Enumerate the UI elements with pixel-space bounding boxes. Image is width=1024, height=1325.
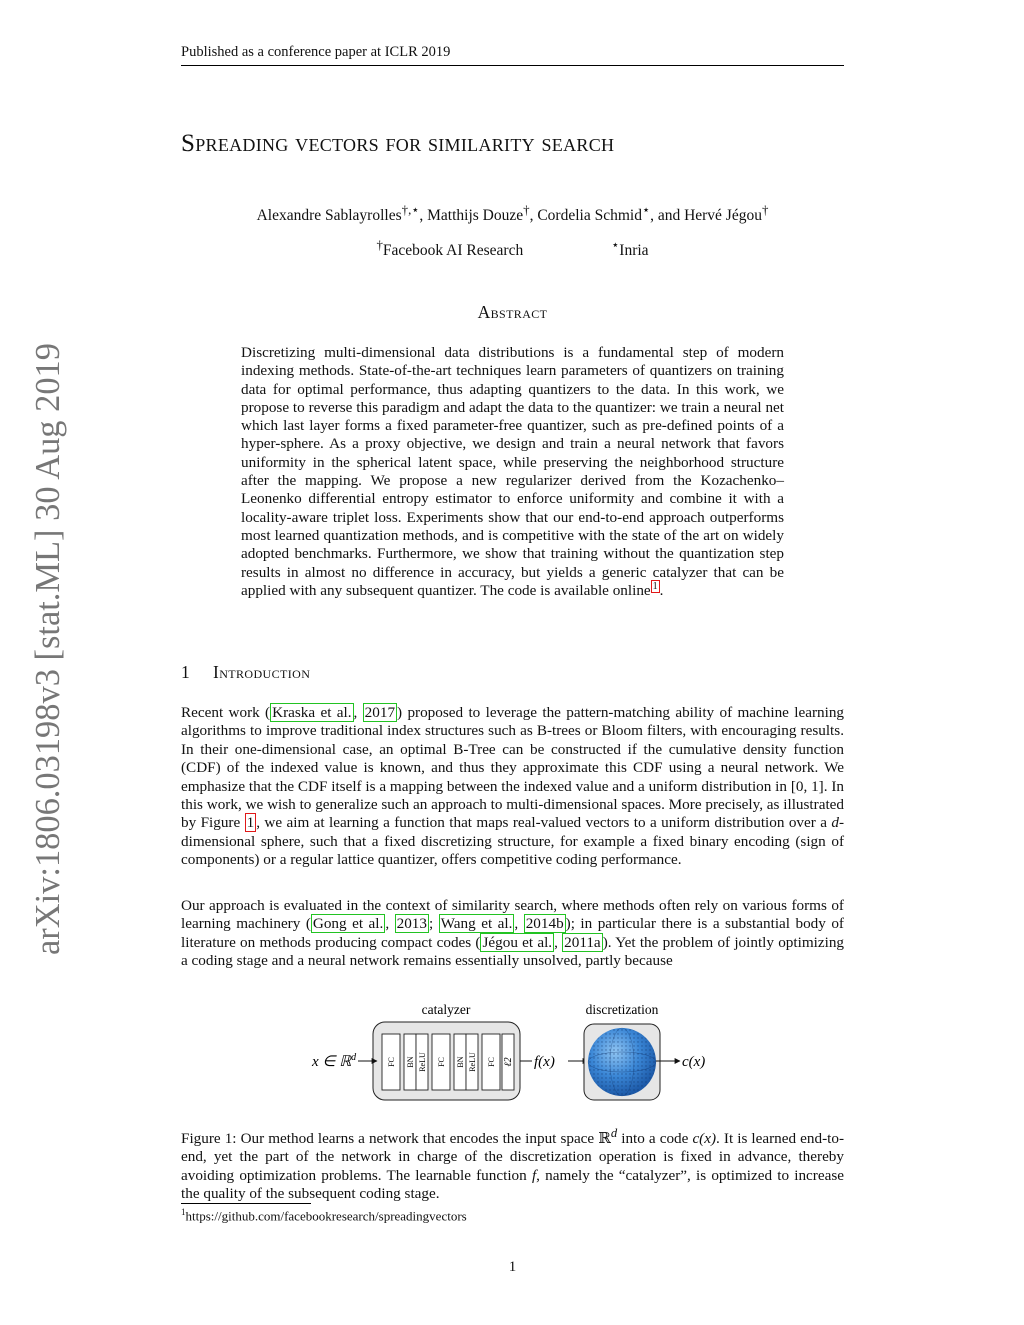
math-d: d — [831, 814, 839, 832]
abstract-text — [241, 344, 784, 600]
author-affil-mark: ⋆ — [641, 202, 651, 217]
text-run: -dimensional sphere, such that a fixed discretizing structure, for example a fixed binary encoding (sign of components) or a regular lattice quantizer, offers competitive coding performance. — [181, 814, 844, 869]
paper-title: Spreading vectors for similarity search — [181, 130, 615, 157]
text-run: ). Yet the problem of jointly optimizing a coding stage and a neural network remains essentially unsolved, partly because — [181, 933, 845, 970]
network-block-label: BN — [456, 1056, 465, 1068]
text-run: Our approach is evaluated in the context of similarity search, where methods often rely on various forms of learning machinery ( — [181, 897, 844, 933]
citation-link[interactable]: Kraska et al. — [272, 704, 352, 721]
cx-label: c(x) — [682, 1054, 706, 1070]
network-block-label: FC — [437, 1057, 446, 1067]
sphere-lattice — [588, 1028, 656, 1096]
author-list — [181, 202, 844, 225]
text-run: . It is learned end-to-end, yet the part of the network in charge of the discretization operation is fixed in advance, thereby avoiding optimization problems. The learnable function — [181, 1130, 845, 1184]
section-heading — [181, 662, 844, 683]
text-run: into a code — [617, 1130, 693, 1148]
fx-label: f(x) — [534, 1054, 555, 1070]
author-name: , Cordelia Schmid — [529, 207, 642, 225]
math-f: f — [531, 1166, 537, 1184]
affil-facebook: Facebook AI Research — [382, 242, 524, 260]
input-space: x ∈ ℝ — [312, 1054, 352, 1070]
citation-link[interactable]: 2017 — [364, 704, 396, 721]
text-run: . In this work, we wish to generalize such an approach to multi-dimensional spaces. More precisely, as illustrated by Figure — [181, 777, 844, 832]
text-run: , — [385, 915, 395, 933]
footnote-mark: 1 — [181, 1207, 186, 1217]
footnote-link[interactable]: 1 — [652, 580, 658, 592]
intro-paragraph-1 — [181, 704, 844, 870]
author-affil-mark: † — [761, 202, 769, 217]
abstract-end: . — [659, 581, 664, 599]
figure-caption — [181, 1124, 844, 1204]
citation-link[interactable]: Jégou et al. — [482, 933, 553, 951]
running-header: Published as a conference paper at ICLR 2019 — [181, 44, 451, 60]
text-run: ; — [428, 915, 439, 933]
catalyzer-label: catalyzer — [421, 1002, 471, 1017]
text-run: ) proposed to leverage the pattern-matching ability of machine learning algorithms to improve traditional index structures such as B-trees or Bloom filters, with encouraging results. In their one-dimensional case, an optimal B-Tree can be constructed if the cumulative density function (CDF) of the indexed value is known, and thus they approximate this CDF using a neural network. We emphasize that the CDF itself is a mapping between the indexed value and a uniform distribution in — [181, 704, 845, 795]
citation-link[interactable]: 2014b — [525, 915, 564, 933]
text-run: ); in particular there is a substantial body of literature on methods producing compact codes ( — [181, 915, 844, 951]
section-title: Introduction — [213, 662, 311, 682]
citation-link[interactable]: 2011a — [564, 933, 601, 951]
section-number: 1 — [181, 662, 190, 682]
text-run: , we aim at learning a function that maps real-valued vectors to a uniform distribution over a — [256, 814, 832, 832]
math-sup: d — [610, 1126, 618, 1140]
abstract-heading: Abstract — [477, 302, 548, 322]
network-block-label: FC — [387, 1057, 396, 1067]
network-block-label: ℓ2 — [503, 1057, 514, 1067]
footnote-url[interactable]: https://github.com/facebookresearch/spreadingvectors — [185, 1208, 467, 1224]
math-interval: [0, 1] — [790, 777, 824, 795]
text-run: , namely the “catalyzer”, is optimized to increase the quality of the subsequent coding stage. — [181, 1166, 844, 1203]
citation-link[interactable]: Wang et al. — [440, 915, 513, 933]
affil-inria: Inria — [619, 242, 649, 260]
arxiv-identifier: arXiv:1806.03198v3 [stat.ML] 30 Aug 2019 — [28, 332, 67, 955]
figure-1-diagram — [300, 996, 730, 1106]
author-name: , Matthijs Douze — [419, 207, 524, 225]
text-run: , — [353, 704, 363, 721]
figure-1 — [300, 996, 730, 1106]
arxiv-sidebar — [9, 332, 69, 960]
input-sup: d — [351, 1052, 357, 1063]
footnote — [181, 1207, 844, 1224]
text-run: , — [514, 915, 524, 933]
input-label — [311, 1052, 357, 1070]
affiliations — [181, 237, 844, 260]
author-name: Alexandre Sablayrolles — [256, 207, 402, 225]
text-run: , — [554, 933, 563, 951]
math-code: c(x) — [692, 1130, 717, 1148]
intro-paragraph-2 — [181, 897, 844, 971]
network-block-label: ReLU — [418, 1052, 427, 1072]
network-block-label: BN — [406, 1056, 415, 1068]
network-block-label: FC — [487, 1057, 496, 1067]
math-space: ℝ — [598, 1130, 611, 1148]
text-run: Figure 1: Our method learns a network that encodes the input space — [181, 1130, 599, 1148]
discretization-label: discretization — [585, 1002, 659, 1017]
header-rule — [181, 65, 844, 66]
abstract-body: Discretizing multi-dimensional data distributions is a fundamental step of modern indexing methods. State-of-the-art techniques learn parameters of quantizers on training data for optimal performance, thus adapting quantizers to the data. In this work, we propose to reverse this paradigm and adapt the data to the quantizer: we train a neural net which last layer forms a fixed parameter-free quantizer, such as pre-defined points of a hyper-sphere. As a proxy objective, we design and train a neural network that favors uniformity in the spherical latent space, while preserving the neighborhood structure after the mapping. We propose a new regularizer derived from the Kozachenko–Leonenko differential entropy estimator to enforce uniformity and combine it with a locality-aware triplet loss. Experiments show that our end-to-end approach outperforms most learned quantization methods, and is competitive with the state of the art on widely adopted benchmarks. Furthermore, we show that training without the quantization step results in almost no difference in accuracy, but yields a generic catalyzer that can be applied with any subsequent quantizer. The code is available online — [241, 344, 784, 599]
author-affil-mark: † — [523, 202, 530, 217]
arxiv-sidebar-svg — [9, 332, 69, 960]
affil-mark: ⋆ — [611, 237, 620, 252]
figure-link[interactable]: 1 — [246, 814, 255, 832]
page-number: 1 — [508, 1259, 517, 1275]
network-block-label: ReLU — [468, 1052, 477, 1072]
author-affil-mark: †,⋆ — [401, 202, 420, 217]
text-run: Recent work ( — [181, 704, 271, 721]
author-name: , and Hervé Jégou — [650, 207, 762, 225]
citation-link[interactable]: Gong et al. — [312, 915, 384, 933]
affil-mark: † — [376, 237, 383, 252]
citation-link[interactable]: 2013 — [396, 915, 427, 933]
footnote-rule — [181, 1203, 311, 1204]
